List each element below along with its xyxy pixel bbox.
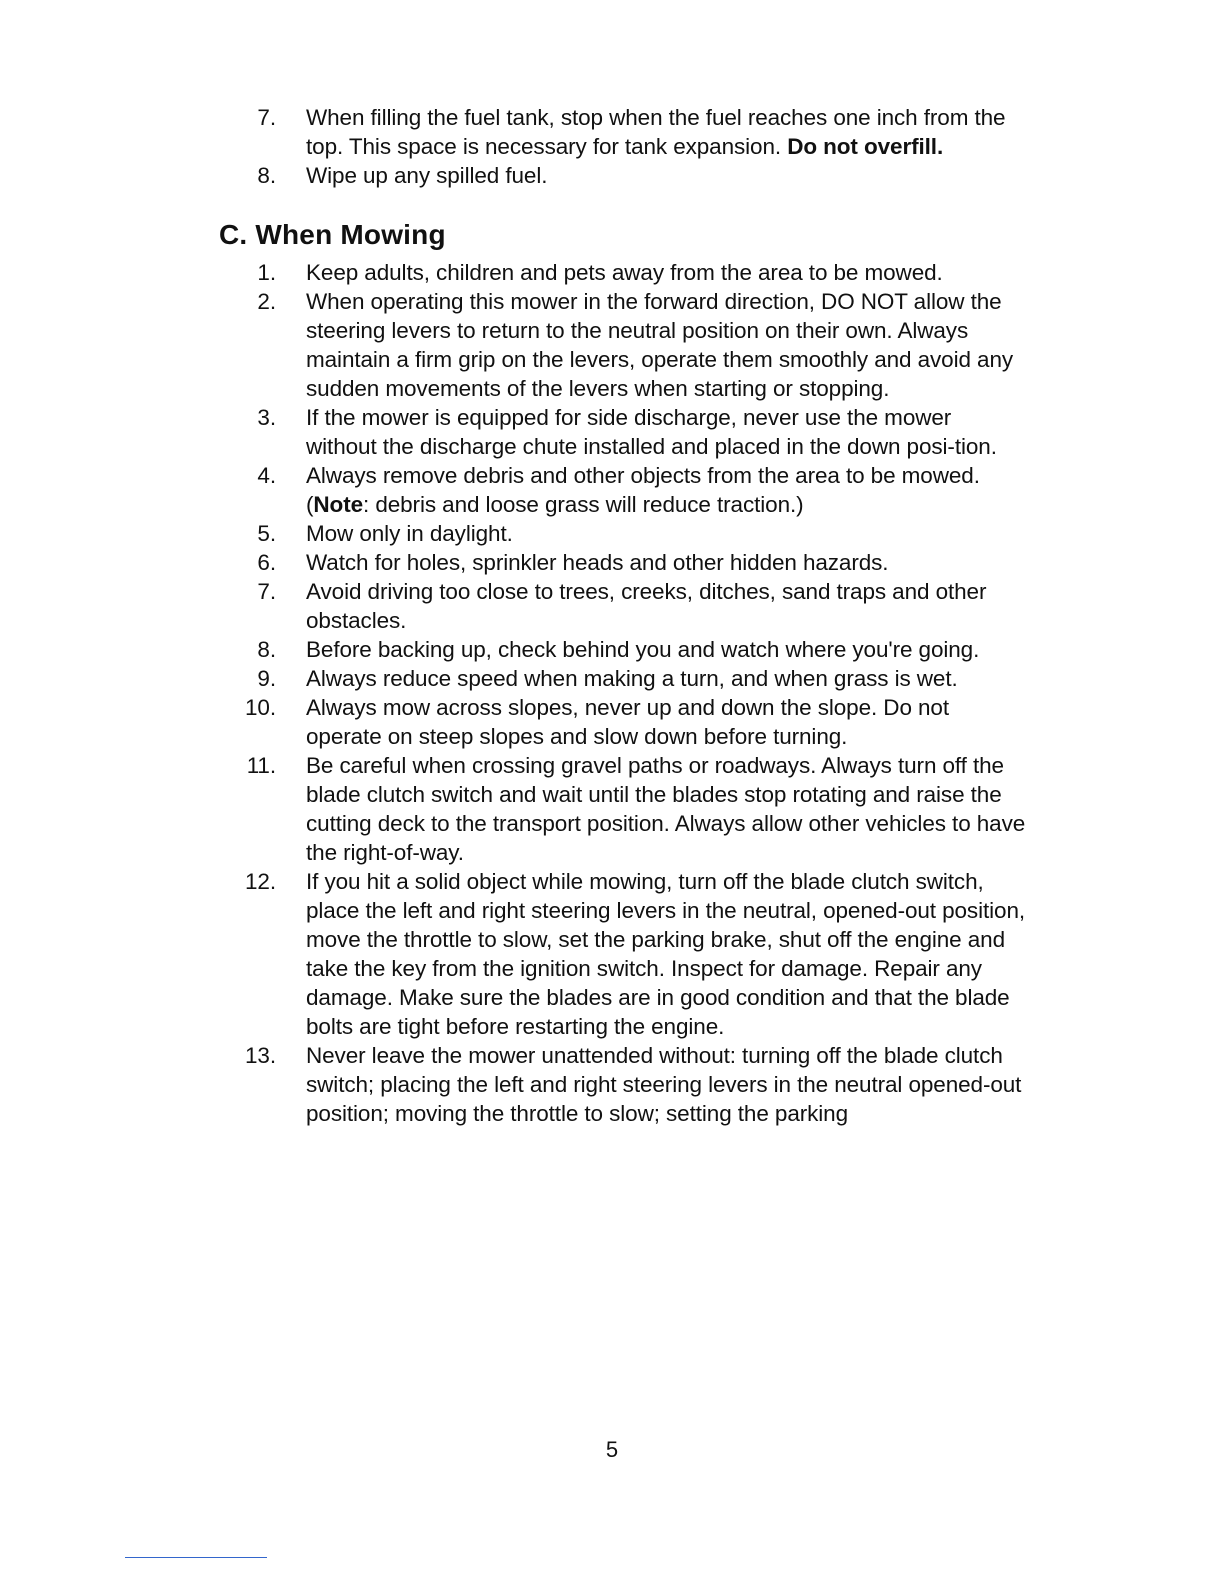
item-text [306, 287, 1026, 403]
item-text [306, 635, 1026, 664]
item-number: 9. [257, 666, 276, 691]
fueling-list-continued [0, 103, 1224, 190]
item-number: 6. [257, 550, 276, 575]
item-text-part: Avoid driving too close to trees, creeks, ditches, sand traps and other obstacles. [306, 579, 987, 633]
item-text-part: When operating this mower in the forward direction, DO NOT allow the steering levers to return to the neutral position on their own. Always maintain a firm grip on the levers, operate them smoothly and avoid any sudden movements of the levers when starting or stopping. [306, 289, 1014, 401]
list-item [0, 693, 1026, 751]
item-text [306, 103, 1026, 161]
list-item [0, 258, 1026, 287]
item-number: 8. [257, 163, 276, 188]
item-number: 7. [257, 579, 276, 604]
item-number: 13. [245, 1043, 276, 1068]
list-item [0, 1041, 1026, 1128]
list-item [0, 461, 1026, 519]
item-number: 3. [257, 405, 276, 430]
item-text [306, 258, 1026, 287]
mowing-safety-list [0, 258, 1224, 1128]
item-text [306, 461, 1026, 519]
item-text [306, 161, 1026, 190]
item-text-part: Always reduce speed when making a turn, and when grass is wet. [306, 666, 958, 691]
list-item [0, 548, 1026, 577]
item-text [306, 577, 1026, 635]
list-item [0, 519, 1026, 548]
item-number: 12. [245, 869, 276, 894]
item-text-part: If you hit a solid object while mowing, turn off the blade clutch switch, place the left and right steering levers in the neutral, opened-out position, move the throttle to slow, set the parking brake, shut off the engine and take the key from the ignition switch. Inspect for damage. Repair any damage. Make sure the blades are in good condition and that the blade bolts are tight before restarting the engine. [306, 869, 1026, 1039]
item-text [306, 867, 1026, 1041]
item-text [306, 693, 1026, 751]
item-text-part: When filling the fuel tank, stop when the fuel reaches one inch from the top. This space is necessary for tank expansion. [306, 105, 1006, 159]
item-number: 7. [257, 105, 276, 130]
item-text-part: Never leave the mower unattended without: turning off the blade clutch switch; placing the left and right steering levers in the neutral opened-out position; moving the throttle to slow; setting the parking [306, 1043, 1022, 1126]
list-item [0, 635, 1026, 664]
item-number: 2. [257, 289, 276, 314]
footer-rule [125, 1557, 267, 1558]
page-number: 5 [605, 1437, 619, 1462]
item-number: 10. [245, 695, 276, 720]
item-text [306, 664, 1026, 693]
list-item [0, 403, 1026, 461]
section-heading: C. When Mowing [219, 219, 446, 250]
list-item [0, 103, 1026, 161]
item-text-part: Always remove debris and other objects from the area to be mowed.( [306, 463, 980, 517]
list-item [0, 867, 1026, 1041]
item-text-part: Keep adults, children and pets away from the area to be mowed. [306, 260, 943, 285]
item-text-part: Be careful when crossing gravel paths or roadways. Always turn off the blade clutch switch and wait until the blades stop rotating and raise the cutting deck to the transport position. Always allow other vehicles to have the right-of-way. [306, 753, 1026, 865]
item-number: 11. [246, 753, 276, 778]
item-text [306, 751, 1026, 867]
item-text-part: Mow only in daylight. [306, 521, 513, 546]
list-item [0, 577, 1026, 635]
item-text-part: Wipe up any spilled fuel. [306, 163, 548, 188]
item-text-part: Always mow across slopes, never up and down the slope. Do not operate on steep slopes and slow down before turning. [306, 695, 949, 749]
item-text [306, 519, 1026, 548]
item-text [306, 1041, 1026, 1128]
item-number: 1. [257, 260, 276, 285]
list-item [0, 161, 1026, 190]
item-text [306, 403, 1026, 461]
list-item [0, 287, 1026, 403]
item-text-part: Watch for holes, sprinkler heads and other hidden hazards. [306, 550, 889, 575]
item-text-part: Before backing up, check behind you and watch where you're going. [306, 637, 980, 662]
item-emphasis: Do not overfill. [787, 134, 944, 159]
list-item [0, 751, 1026, 867]
item-emphasis: Note [313, 492, 364, 517]
list-item [0, 664, 1026, 693]
item-number: 8. [257, 637, 276, 662]
item-text [306, 548, 1026, 577]
item-number: 4. [257, 463, 276, 488]
item-text-part: If the mower is equipped for side discharge, never use the mower without the discharge chute installed and placed in the down posi-tion. [306, 405, 997, 459]
item-text-part: : debris and loose grass will reduce traction.) [363, 492, 804, 517]
item-number: 5. [257, 521, 276, 546]
